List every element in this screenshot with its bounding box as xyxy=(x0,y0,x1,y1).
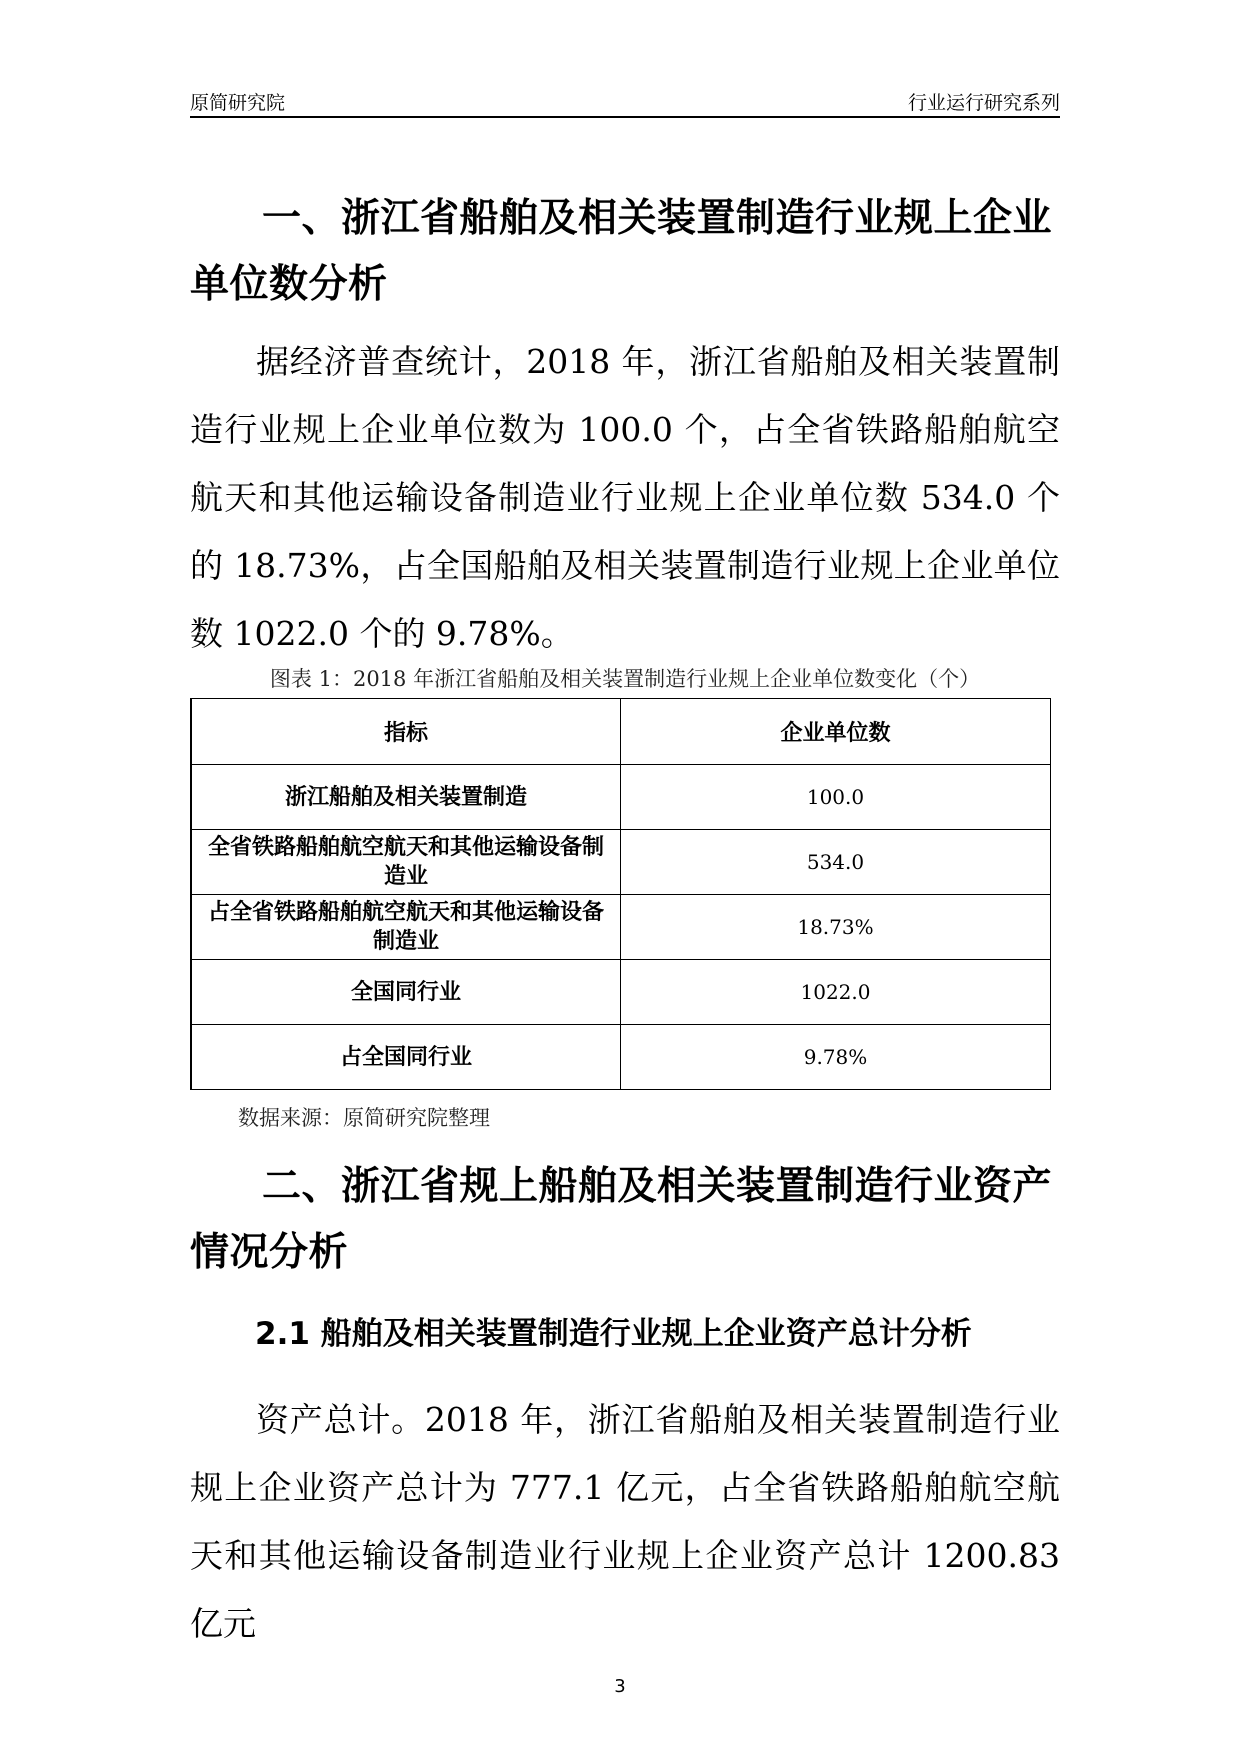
table-row xyxy=(191,895,1051,960)
table-header-row xyxy=(191,699,1051,765)
table-cell-value: 534.0 xyxy=(621,830,1051,895)
table-cell-label: 占全国同行业 xyxy=(191,1025,621,1090)
data-table xyxy=(190,698,1051,1090)
header-divider xyxy=(190,116,1060,118)
section-2-title: 二、浙江省规上船舶及相关装置制造行业资产情况分析 xyxy=(190,1164,1053,1275)
table-header-indicator: 指标 xyxy=(191,699,621,765)
table-cell-label: 浙江船舶及相关装置制造 xyxy=(191,765,621,830)
page-number: 3 xyxy=(614,1676,626,1697)
table-cell-value: 9.78% xyxy=(621,1025,1051,1090)
table-source-note: 数据来源：原简研究院整理 xyxy=(238,1106,490,1130)
table-header-count: 企业单位数 xyxy=(621,699,1051,765)
table-cell-label: 占全省铁路船舶航空航天和其他运输设备制造业 xyxy=(191,895,621,960)
table-cell-value: 100.0 xyxy=(621,765,1051,830)
table-cell-value: 18.73% xyxy=(621,895,1051,960)
section-2-paragraph: 资产总计。2018 年，浙江省船舶及相关装置制造行业规上企业资产总计为 777.1 亿元，占全省铁路船舶航空航天和其他运输设备制造业行业规上企业资产总计 1200.83 亿元 xyxy=(190,1400,1060,1643)
table-cell-label: 全国同行业 xyxy=(191,960,621,1025)
table-row xyxy=(191,830,1051,895)
section-1-paragraph: 据经济普查统计，2018 年，浙江省船舶及相关装置制造行业规上企业单位数为 100.0 个，占全省铁路船舶航空航天和其他运输设备制造业行业规上企业单位数 534.0 个的 18.73%，占全国船舶及相关装置制造行业规上企业单位数 1022.0 个的 9.78%。 xyxy=(190,342,1060,653)
table-row xyxy=(191,1025,1051,1090)
table-cell-value: 1022.0 xyxy=(621,960,1051,1025)
page-header xyxy=(190,88,1060,116)
subsection-2-1-title: 2.1 船舶及相关装置制造行业规上企业资产总计分析 xyxy=(255,1316,972,1352)
section-1-title: 一、浙江省船舶及相关装置制造行业规上企业单位数分析 xyxy=(190,196,1053,307)
table-row xyxy=(191,960,1051,1025)
header-org-name: 原简研究院 xyxy=(190,92,286,114)
table-row xyxy=(191,765,1051,830)
table-caption: 图表 1：2018 年浙江省船舶及相关装置制造行业规上企业单位数变化（个） xyxy=(269,667,981,691)
header-series-name: 行业运行研究系列 xyxy=(907,92,1060,114)
table-cell-label: 全省铁路船舶航空航天和其他运输设备制造业 xyxy=(191,830,621,895)
